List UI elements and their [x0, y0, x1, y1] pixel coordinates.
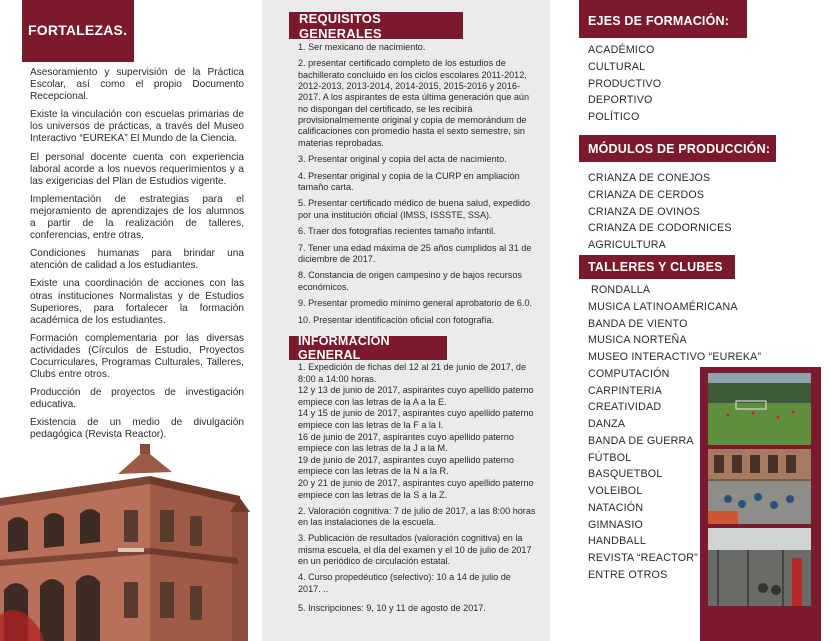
- informacion-item: 1. Expedición de fichas del 12 al 21 de junio de 2017, de 8:00 a 14:00 horas.: [298, 362, 527, 384]
- requisito-item: 3. Presentar original y copia del acta de nacimiento.: [298, 154, 507, 165]
- talleres-heading: TALLERES Y CLUBES: [579, 255, 735, 279]
- taller-item: ENTRE OTROS: [588, 568, 668, 581]
- fortalezas-heading: FORTALEZAS.: [22, 0, 134, 62]
- informacion-item: 20 y 21 de junio de 2017, aspirantes cuyo apellido paterno empiece con las letras de la S a la Z.: [298, 477, 534, 500]
- informacion-item: 4. Curso propedéutico (selectivo): 10 a 14 de julio de 2017. ..: [298, 572, 511, 594]
- informacion-item: 16 de junio de 2017, aspirantes cuyo apellido paterno empiece con las letras de la J a la M.: [298, 431, 514, 454]
- taller-item: RONDALLA: [591, 284, 651, 296]
- taller-item: MUSEO INTERACTIVO “EUREKA”: [588, 351, 762, 363]
- modulo-item: CRIANZA DE CERDOS: [588, 188, 705, 201]
- taller-item: CREATIVIDAD: [588, 401, 662, 414]
- fortaleza-paragraph: Producción de proyectos de investigación educativa.: [30, 387, 244, 411]
- modulo-item: CRIANZA DE CONEJOS: [588, 172, 711, 184]
- fortalezas-body: [30, 67, 244, 448]
- informacion-item: 3. Publicación de resultados (valoración cognitiva) en la misma escuela, el día del examen y el 10 de julio de 2017 en un periódico de circulación estatal.: [298, 533, 532, 567]
- requisito-item: 5. Presentar certificado médico de buena salud, expedido por una institución oficial (IMSS, ISSSTE, SSA).: [298, 198, 531, 220]
- taller-item: VOLEIBOL: [588, 485, 643, 497]
- taller-item: BANDA DE VIENTO: [588, 317, 688, 330]
- courtyard-crowd-photo: [708, 449, 811, 524]
- taller-item: DANZA: [588, 418, 626, 430]
- requisito-item: 8. Constancia de origen campesino y de bajos recursos económicos.: [298, 270, 522, 292]
- eje-item: POLÍTICO: [588, 111, 640, 123]
- taller-item: FÚTBOL: [588, 451, 632, 464]
- fortaleza-paragraph: Existencia de un medio de divulgación pedagógica (Revista Reactor).: [30, 417, 244, 441]
- fortaleza-paragraph: Existe la vinculación con escuelas primarias de los universos de prácticas, a través del Museo Interactivo “EUREKA” El Mundo de la Ciencia.: [30, 109, 244, 145]
- modulos-list: [588, 170, 732, 254]
- taller-item: MUSICA NORTEÑA: [588, 334, 687, 347]
- taller-item: BANDA DE GUERRA: [588, 434, 694, 447]
- modulos-heading: MÓDULOS DE PRODUCCIÓN:: [579, 135, 776, 162]
- taller-item: CARPINTERIA: [588, 384, 663, 397]
- requisito-item: 4. Presentar original y copia de la CURP en ampliación tamaño carta.: [298, 170, 520, 192]
- photo-strip: [700, 367, 821, 641]
- workshop-photo: [708, 528, 811, 606]
- requisito-item: 6. Traer dos fotografías recientes tamaño infantil.: [298, 226, 496, 237]
- fortaleza-paragraph: Asesoramiento y supervisión de la Práctica Escolar, así como el propio Documento Recepcional.: [30, 67, 244, 103]
- eje-item: PRODUCTIVO: [588, 77, 662, 90]
- school-building-illustration: [0, 440, 262, 641]
- ejes-list: [588, 42, 661, 126]
- eje-item: CULTURAL: [588, 60, 646, 73]
- fortaleza-paragraph: Existe una coordinación de acciones con las otras instituciones Normalistas y de Estudios Superiores, para fortalecer la formación académica de los estudiantes.: [30, 278, 244, 326]
- modulo-item: CRIANZA DE OVINOS: [588, 205, 701, 218]
- requisitos-heading: REQUISITOS GENERALES: [289, 12, 463, 39]
- soccer-field-photo: [708, 373, 811, 445]
- informacion-item: 14 y 15 de junio de 2017, aspirantes cuyo apellido paterno empiece con las letras de la F a la I.: [298, 408, 534, 430]
- informacion-item: 5. Inscripciones: 9, 10 y 11 de agosto de 2017.: [298, 603, 486, 614]
- taller-item: COMPUTACIÓN: [588, 367, 670, 380]
- modulo-item: AGRICULTURA: [588, 239, 667, 251]
- informacion-item: 2. Valoración cognitiva: 7 de julio de 2017, a las 8:00 horas en las instalaciones de la escuela.: [298, 505, 536, 528]
- ejes-heading: EJES DE FORMACIÓN:: [579, 0, 747, 38]
- informacion-heading: INFORMACIÓN GENERAL: [289, 336, 447, 360]
- fortaleza-paragraph: Formación complementaria por las diversas actividades (Círculos de Estudio, Proyectos Cocurriculares, Programas Culturales, Talleres, Clubs entre otros.: [30, 332, 244, 381]
- informacion-list: [298, 362, 536, 619]
- taller-item: GIMNASIO: [588, 518, 644, 531]
- modulo-item: CRIANZA DE CODORNICES: [588, 222, 732, 235]
- taller-item: HANDBALL: [588, 535, 647, 548]
- taller-item: MUSICA LATINOAMÉRICANA: [588, 300, 738, 313]
- eje-item: DEPORTIVO: [588, 94, 653, 107]
- fortaleza-paragraph: Condiciones humanas para brindar una atención de calidad a los estudiantes.: [30, 248, 244, 272]
- requisito-item: 9. Presentar promedio mínimo general aprobatorio de 6.0.: [298, 298, 533, 309]
- taller-item: REVISTA “REACTOR”: [588, 552, 698, 564]
- requisito-item: 1. Ser mexicano de nacimiento.: [298, 42, 426, 52]
- requisito-item: 10. Presentar identificación oficial con fotografía.: [298, 314, 495, 325]
- taller-item: BASQUETBOL: [588, 468, 663, 481]
- informacion-item: 19 de junio de 2017, aspirantes cuyo apellido paterno empiece con las letras de la N a la R.: [298, 454, 514, 477]
- fortaleza-paragraph: El personal docente cuenta con experiencia laboral acorde a los nuevos requerimientos y a las exigencias del Plan de Estudios vigente.: [30, 151, 244, 187]
- eje-item: ACADÉMICO: [588, 44, 655, 56]
- requisito-item: 2. presentar certificado completo de los estudios de bachillerato concluido en los ciclos escolares 2011-2012, 2012-2013, 2013-2014, 2014-2015, 2015-2016 y 2016-2017. A los aspirantes de esta última generación que aún no dispongan del certificado, se les recibirá provisionalmemente original y copia de memorándum de calificaciones con promedio hasta el sexto semestre, sin materias reprobadas.: [298, 58, 530, 148]
- requisitos-list: [298, 42, 536, 331]
- taller-item: NATACIÓN: [588, 501, 644, 514]
- informacion-item: 12 y 13 de junio de 2017, aspirantes cuyo apellido paterno empiece con las letras de la A a la E.: [298, 385, 534, 407]
- fortaleza-paragraph: Implementación de estrategias para el mejoramiento de aprendizajes de los alumnos a partir de la realización de talleres, conferencias, entre otras.: [30, 193, 244, 242]
- requisito-item: 7. Tener una edad máxima de 25 años cumplidos al 31 de diciembre de 2017.: [298, 242, 532, 264]
